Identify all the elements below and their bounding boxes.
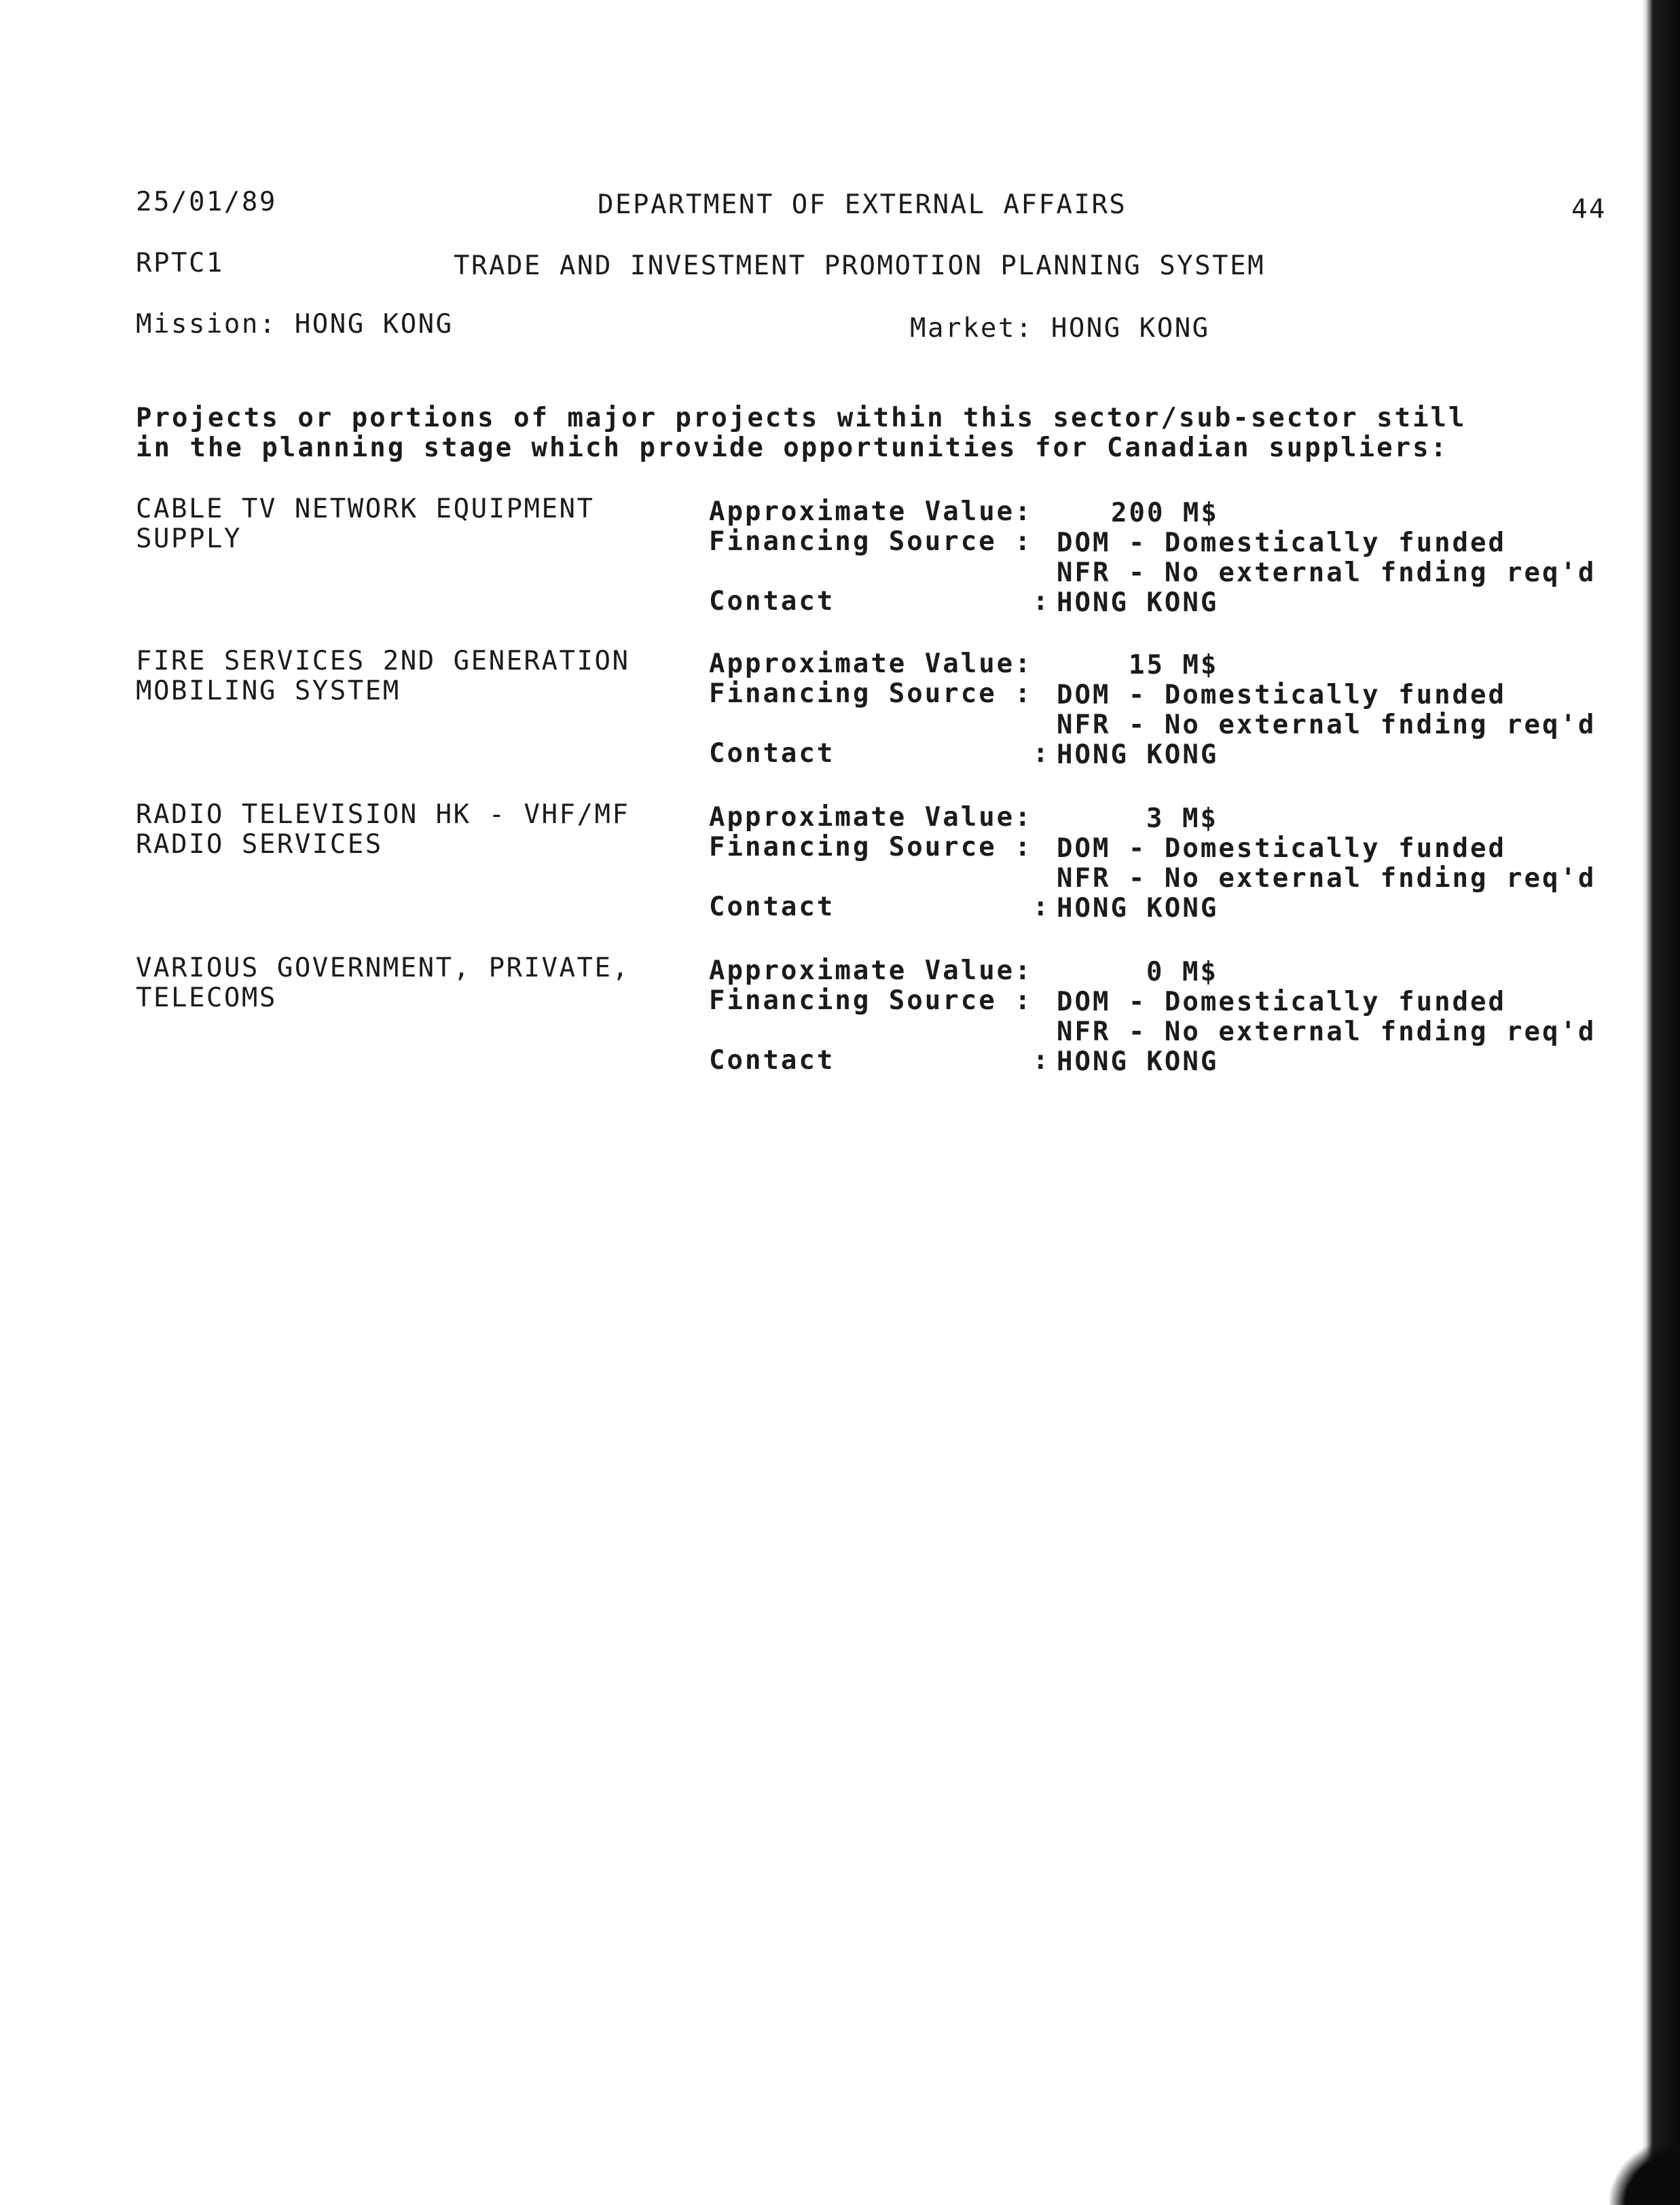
- financing-source-label: Financing Source :: [709, 832, 1033, 862]
- project-name-line-2: SUPPLY: [136, 524, 242, 554]
- approx-value: 200 M$: [1111, 498, 1219, 528]
- contact-label: Contact :: [709, 892, 1051, 922]
- approx-value-label: Approximate Value:: [709, 802, 1033, 833]
- project-name-line-1: FIRE SERVICES 2ND GENERATION: [136, 646, 630, 676]
- project-name-line-1: RADIO TELEVISION HK - VHF/MF: [136, 799, 630, 830]
- approx-value: 15 M$: [1129, 650, 1219, 680]
- contact-label: Contact :: [709, 586, 1051, 617]
- financing-source-label: Financing Source :: [709, 985, 1033, 1016]
- project-name-line-1: VARIOUS GOVERNMENT, PRIVATE,: [136, 953, 630, 983]
- financing-line-2: NFR - No external fnding req'd: [1057, 863, 1596, 894]
- financing-line-1: DOM - Domestically funded: [1057, 833, 1506, 864]
- financing-source-label: Financing Source :: [709, 678, 1033, 709]
- approx-value: 3 M$: [1146, 803, 1218, 834]
- contact-value: HONG KONG: [1057, 587, 1219, 618]
- financing-line-2: NFR - No external fnding req'd: [1057, 710, 1596, 740]
- project-name-line-2: RADIO SERVICES: [136, 829, 383, 860]
- financing-line-2: NFR - No external fnding req'd: [1057, 558, 1596, 588]
- intro-line-1: Projects or portions of major projects within this sector/sub-sector still: [136, 403, 1467, 433]
- scan-edge-shadow: [1642, 0, 1680, 2205]
- approx-value: 0 M$: [1146, 957, 1218, 987]
- approx-value-label: Approximate Value:: [709, 649, 1033, 679]
- financing-line-1: DOM - Domestically funded: [1057, 680, 1506, 710]
- contact-label: Contact :: [709, 738, 1051, 769]
- financing-line-1: DOM - Domestically funded: [1057, 987, 1506, 1017]
- contact-value: HONG KONG: [1057, 893, 1219, 924]
- system-title: TRADE AND INVESTMENT PROMOTION PLANNING SYSTEM: [454, 251, 1266, 281]
- report-date: 25/01/89: [136, 187, 277, 217]
- project-name-line-2: MOBILING SYSTEM: [136, 676, 401, 706]
- project-name-line-1: CABLE TV NETWORK EQUIPMENT: [136, 494, 595, 524]
- department-title: DEPARTMENT OF EXTERNAL AFFAIRS: [598, 189, 1127, 220]
- intro-line-2: in the planning stage which provide opportunities for Canadian suppliers:: [136, 433, 1449, 463]
- scan-corner-shadow: [1609, 2139, 1680, 2205]
- financing-source-label: Financing Source :: [709, 526, 1033, 557]
- approx-value-label: Approximate Value:: [709, 496, 1033, 527]
- page-number: 44: [1571, 194, 1607, 225]
- approx-value-label: Approximate Value:: [709, 955, 1033, 986]
- project-name-line-2: TELECOMS: [136, 983, 277, 1013]
- contact-value: HONG KONG: [1057, 1046, 1219, 1077]
- contact-value: HONG KONG: [1057, 740, 1219, 770]
- market-field: Market: HONG KONG: [910, 313, 1210, 344]
- contact-label: Contact :: [709, 1045, 1051, 1076]
- financing-line-2: NFR - No external fnding req'd: [1057, 1017, 1596, 1047]
- financing-line-1: DOM - Domestically funded: [1057, 528, 1506, 558]
- mission-field: Mission: HONG KONG: [136, 309, 454, 340]
- report-code: RPTC1: [136, 248, 224, 278]
